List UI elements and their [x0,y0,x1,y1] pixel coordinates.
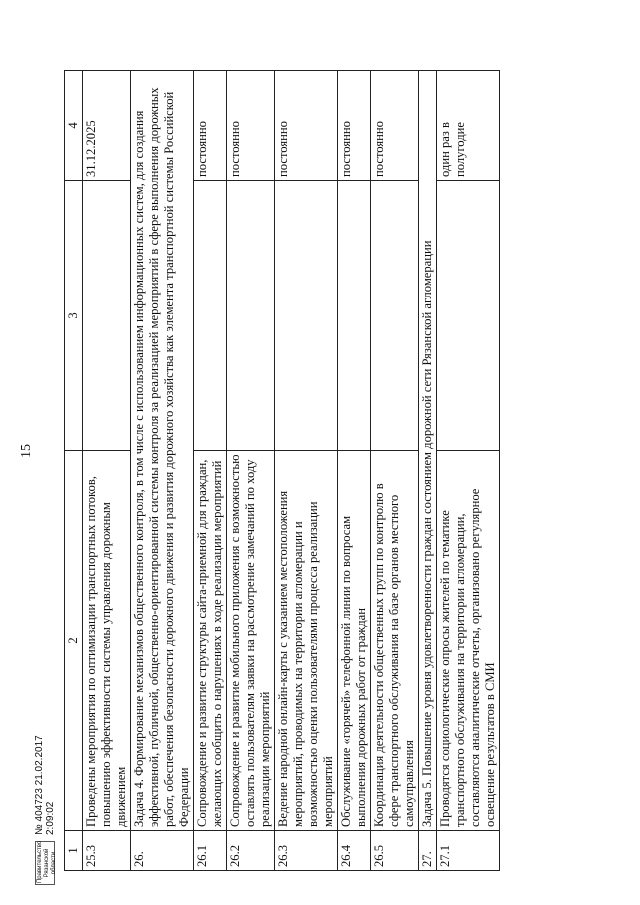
row-number: 27.1 [437,831,500,871]
row-activity: Сопровождение и развитие структуры сайта-приемной для граждан, желающих сообщить о нарушениях в ходе реализации мероприятий [194,451,227,831]
table-row [194,71,227,871]
row-number: 26.4 [338,831,371,871]
row-number: 26.2 [227,831,275,871]
row-term: постоянно [227,71,275,181]
row-activity: Проводятся социологические опросы жителей по тематике транспортного обслуживания на территории агломерации, составляются аналитические отчеты, организовано регулярное освещение результатов в СМИ [437,451,500,831]
page-number: 15 [19,444,34,458]
table-row [371,71,419,871]
row-col3 [227,181,275,451]
row-activity: Ведение народной онлайн-карты с указанием местоположения мероприятий, проводимых на территории агломерации и возможностью оценки пользователями процесса реализации мероприятий [275,451,338,831]
header-col-2: 2 [65,451,83,831]
row-number: 26.3 [275,831,338,871]
row-number: 26. [131,831,194,871]
row-activity: Проведены мероприятия по оптимизации транспортных потоков, повышению эффективности системы управления дорожным движением [83,451,131,831]
row-term: постоянно [338,71,371,181]
table-row [338,71,371,871]
row-number: 27. [419,831,437,871]
table-row [437,71,500,871]
row-term: 31.12.2025 [83,71,131,181]
activities-table [64,70,500,871]
row-term: один раз в полугодие [437,71,500,181]
row-number: 26.1 [194,831,227,871]
header-col-4: 4 [65,71,83,181]
row-col3 [83,181,131,451]
row-col3 [437,181,500,451]
document-footer [26,705,64,885]
row-col3 [338,181,371,451]
table-header-row [65,71,83,871]
row-activity: Сопровождение и развитие мобильного приложения с возможностью оставлять пользователям заявки на рассмотрение замечаний по ходу реализации мероприятий [227,451,275,831]
row-activity: Координация деятельности общественных групп по контролю в сфере транспортного обслуживания на базе органов местного самоуправления [371,451,419,831]
row-col3 [371,181,419,451]
row-activity: Обслуживание «горячей» телефонной линии по вопросам выполнения дорожных работ от граждан [338,451,371,831]
row-term: постоянно [194,71,227,181]
rotated-table-container [64,71,497,871]
header-col-3: 3 [65,181,83,451]
table-task-row [419,71,437,871]
stamp-logo: Правительство Рязанской области [37,840,57,883]
row-task: Задача 5. Повышение уровня удовлетворенности граждан состоянием дорожной сети Рязанской агломерации [419,71,437,831]
document-registration-number: № 404723 21.02.2017 2:09:02 [34,735,56,835]
table-row [227,71,275,871]
row-term: постоянно [275,71,338,181]
row-task: Задача 4. Формирование механизмов общественного контроля, в том числе с использованием информационных систем, для создания эффективной, публичной, общественно-ориентированной системы контроля за реализацией мероприятий в сфере выполнения дорожных работ, обеспечения безопасности дорожного движения и развития дорожного хозяйства как элемента транспортной системы Российской Федерации [131,71,194,831]
row-col3 [194,181,227,451]
table-row [83,71,131,871]
row-term: постоянно [371,71,419,181]
row-number: 26.5 [371,831,419,871]
table-row [275,71,338,871]
row-col3 [275,181,338,451]
header-col-1: 1 [65,831,83,871]
row-number: 25.3 [83,831,131,871]
table-task-row [131,71,194,871]
